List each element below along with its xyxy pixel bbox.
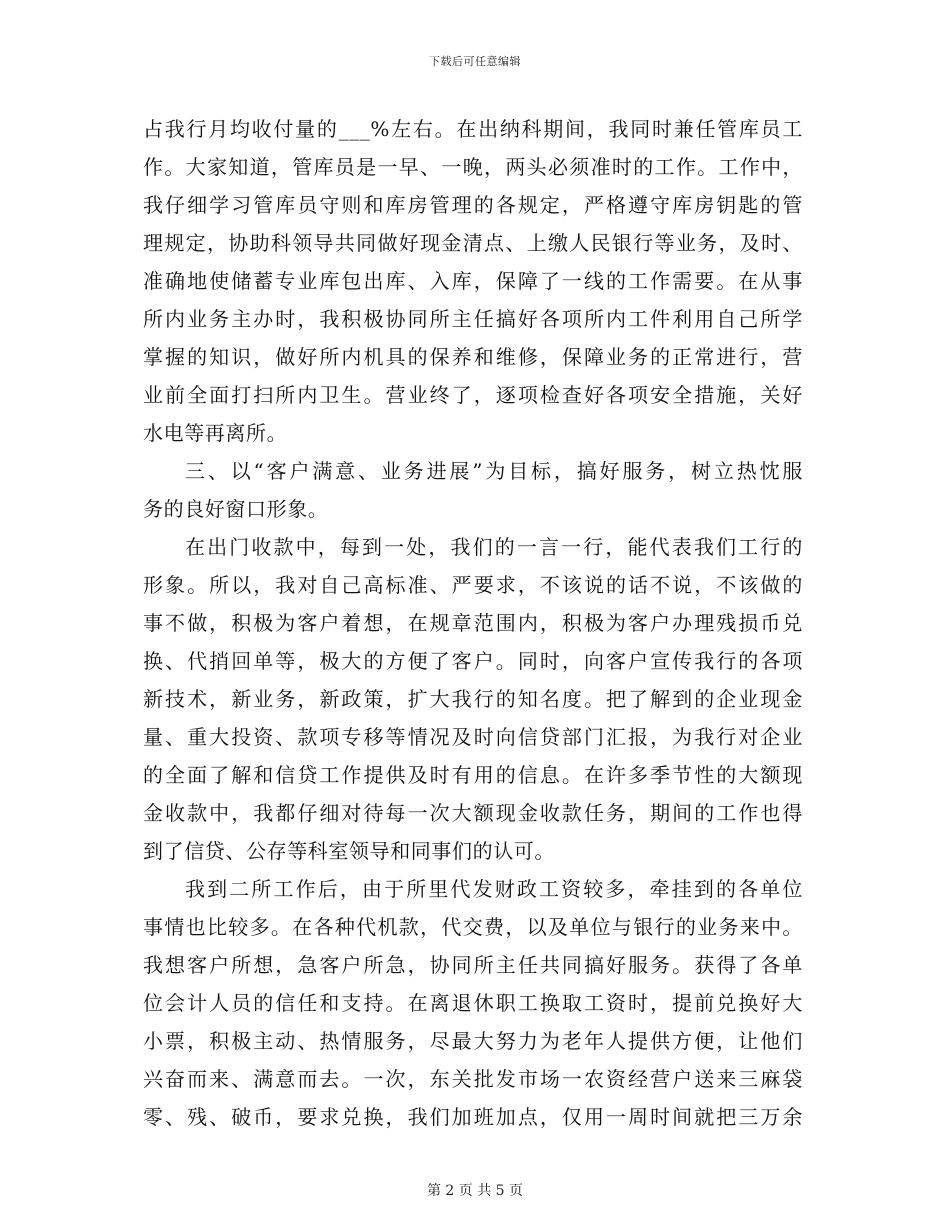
text-line: 掌握的知识，做好所内机具的保养和维修，保障业务的正常进行，营 bbox=[143, 345, 803, 369]
page-header: 下载后可任意编辑 bbox=[429, 55, 521, 68]
text-line: 位会计人员的信任和支持。在离退休职工换取工资时，提前兑换好大 bbox=[143, 991, 803, 1015]
text-line: 的全面了解和信贷工作提供及时有用的信息。在许多季节性的大额现 bbox=[143, 763, 803, 787]
section-heading-line: 三、以“客户满意、业务进展”为目标，搞好服务，树立热忱服 bbox=[185, 459, 803, 483]
text-line: 作。大家知道，管库员是一早、一晚，两头必须准时的工作。工作中， bbox=[143, 155, 803, 179]
text-line: 事情也比较多。在各种代机款，代交费，以及单位与银行的业务来中。 bbox=[143, 915, 803, 939]
text-line: 我想客户所想，急客户所急，协同所主任共同搞好服务。获得了各单 bbox=[143, 953, 803, 977]
text-line: 我仔细学习管库员守则和库房管理的各规定，严格遵守库房钥匙的管 bbox=[143, 193, 803, 217]
text-line: 换、代捎回单等，极大的方便了客户。同时，向客户宣传我行的各项 bbox=[143, 649, 803, 673]
text-line: 量、重大投资、款项专移等情况及时向信贷部门汇报，为我行对企业 bbox=[143, 725, 803, 749]
text-line: 占我行月均收付量的___%左右。在出纳科期间，我同时兼任管库员工 bbox=[143, 117, 803, 141]
text-line: 事不做，积极为客户着想，在规章范围内，积极为客户办理残损币兑 bbox=[143, 611, 803, 635]
text-line: 水电等再离所。 bbox=[143, 421, 288, 445]
text-line: 到了信贷、公存等科室领导和同事们的认可。 bbox=[143, 839, 555, 863]
text-line: 业前全面打扫所内卫生。营业终了，逐项检查好各项安全措施，关好 bbox=[143, 383, 803, 407]
page-number-footer: 第 2 页 共 5 页 bbox=[426, 1183, 524, 1199]
text-line: 所内业务主办时，我积极协同所主任搞好各项所内工件利用自己所学 bbox=[143, 307, 803, 331]
text-line: 兴奋而来、满意而去。一次，东关批发市场一农资经营户送来三麻袋 bbox=[143, 1067, 803, 1091]
text-line: 零、残、破币，要求兑换，我们加班加点，仅用一周时间就把三万余 bbox=[143, 1105, 803, 1129]
text-line: 形象。所以，我对自己高标准、严要求，不该说的话不说，不该做的 bbox=[143, 573, 803, 597]
text-line: 在出门收款中，每到一处，我们的一言一行，能代表我们工行的 bbox=[185, 535, 803, 559]
text-line: 理规定，协助科领导共同做好现金清点、上缴人民银行等业务，及时、 bbox=[143, 231, 803, 255]
text-line: 小票，积极主动、热情服务，尽最大努力为老年人提供方便，让他们 bbox=[143, 1029, 803, 1053]
section-heading-line: 务的良好窗口形象。 bbox=[143, 497, 329, 521]
document-body bbox=[143, 110, 803, 1136]
text-line: 金收款中，我都仔细对待每一次大额现金收款任务，期间的工作也得 bbox=[143, 801, 803, 825]
text-line: 准确地使储蓄专业库包出库、入库，保障了一线的工作需要。在从事 bbox=[143, 269, 803, 293]
text-line: 新技术，新业务，新政策，扩大我行的知名度。把了解到的企业现金 bbox=[143, 687, 803, 711]
text-line: 我到二所工作后，由于所里代发财政工资较多，牵挂到的各单位 bbox=[185, 877, 803, 901]
